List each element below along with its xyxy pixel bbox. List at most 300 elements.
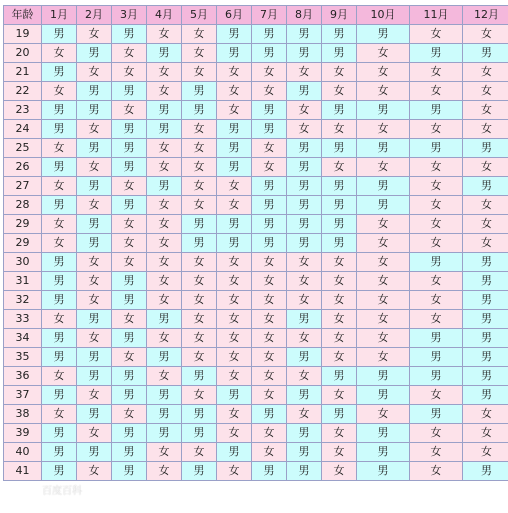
gender-cell: 女 [287,367,322,386]
gender-cell: 女 [147,272,182,291]
gender-cell: 女 [357,272,410,291]
gender-cell: 女 [357,44,410,63]
gender-cell: 男 [322,367,357,386]
gender-cell: 女 [287,329,322,348]
gender-cell: 男 [112,367,147,386]
gender-cell: 男 [463,44,508,63]
gender-cell: 女 [252,386,287,405]
gender-cell: 男 [42,196,77,215]
table-row [4,424,508,443]
gender-cell: 男 [77,443,112,462]
header-month: 7月 [252,6,287,25]
age-cell: 32 [4,291,42,310]
gender-cell: 男 [287,462,322,481]
gender-cell: 女 [410,120,463,139]
age-cell: 30 [4,253,42,272]
gender-cell: 女 [77,196,112,215]
gender-cell: 男 [357,177,410,196]
gender-cell: 男 [112,158,147,177]
gender-cell: 女 [287,291,322,310]
gender-cell: 男 [463,367,508,386]
gender-cell: 女 [217,310,252,329]
gender-cell: 男 [182,424,217,443]
gender-cell: 女 [147,329,182,348]
table-row [4,25,508,44]
gender-cell: 男 [357,196,410,215]
gender-cell: 男 [42,272,77,291]
gender-cell: 女 [182,443,217,462]
gender-cell: 男 [182,82,217,101]
gender-cell: 男 [322,177,357,196]
gender-cell: 男 [357,386,410,405]
gender-cell: 男 [410,367,463,386]
gender-cell: 女 [252,443,287,462]
gender-cell: 男 [410,348,463,367]
gender-cell: 男 [112,82,147,101]
gender-cell: 男 [287,348,322,367]
gender-cell: 男 [147,177,182,196]
gender-cell: 男 [410,329,463,348]
gender-cell: 女 [42,82,77,101]
table-row [4,462,508,481]
gender-cell: 男 [357,443,410,462]
gender-cell: 女 [410,386,463,405]
age-cell: 41 [4,462,42,481]
gender-cell: 女 [357,63,410,82]
gender-cell: 女 [147,443,182,462]
gender-cell: 女 [77,253,112,272]
gender-cell: 女 [77,424,112,443]
gender-cell: 男 [410,139,463,158]
gender-cell: 男 [77,367,112,386]
gender-cell: 女 [410,443,463,462]
age-cell: 26 [4,158,42,177]
table-row [4,63,508,82]
gender-cell: 男 [217,139,252,158]
gender-cell: 男 [112,386,147,405]
gender-cell: 女 [112,348,147,367]
gender-cell: 男 [182,405,217,424]
gender-cell: 男 [322,196,357,215]
gender-cell: 男 [287,158,322,177]
gender-cell: 女 [147,215,182,234]
gender-cell: 女 [322,329,357,348]
age-cell: 21 [4,63,42,82]
gender-cell: 男 [112,272,147,291]
gender-cell: 男 [357,424,410,443]
gender-cell: 女 [287,272,322,291]
gender-cell: 女 [463,101,508,120]
gender-cell: 女 [322,443,357,462]
gender-cell: 男 [357,462,410,481]
gender-cell: 男 [77,405,112,424]
table-row [4,272,508,291]
gender-cell: 女 [217,405,252,424]
gender-cell: 女 [77,462,112,481]
gender-cell: 男 [147,386,182,405]
header-month: 9月 [322,6,357,25]
table-row [4,215,508,234]
gender-cell: 男 [217,215,252,234]
header-month: 3月 [112,6,147,25]
table-row [4,348,508,367]
gender-cell: 女 [77,329,112,348]
gender-cell: 女 [357,348,410,367]
gender-cell: 男 [217,386,252,405]
gender-cell: 男 [77,348,112,367]
gender-cell: 女 [42,177,77,196]
gender-cell: 男 [287,424,322,443]
gender-cell: 男 [42,63,77,82]
gender-cell: 女 [463,424,508,443]
gender-cell: 女 [147,63,182,82]
gender-cell: 男 [77,234,112,253]
gender-cell: 女 [112,63,147,82]
gender-cell: 女 [322,82,357,101]
gender-cell: 男 [42,101,77,120]
gender-cell: 女 [410,462,463,481]
gender-cell: 男 [322,405,357,424]
age-cell: 33 [4,310,42,329]
gender-cell: 女 [463,63,508,82]
gender-cell: 女 [217,462,252,481]
table-row [4,139,508,158]
gender-cell: 女 [410,424,463,443]
gender-cell: 女 [42,44,77,63]
gender-cell: 男 [357,367,410,386]
gender-cell: 男 [410,101,463,120]
gender-cell: 女 [322,272,357,291]
gender-cell: 男 [112,424,147,443]
gender-cell: 女 [217,82,252,101]
age-cell: 36 [4,367,42,386]
gender-cell: 男 [147,348,182,367]
gender-cell: 女 [357,82,410,101]
gender-cell: 男 [77,139,112,158]
gender-cell: 男 [42,462,77,481]
gender-cell: 女 [77,120,112,139]
gender-cell: 女 [463,443,508,462]
gender-cell: 女 [410,234,463,253]
gender-cell: 女 [77,63,112,82]
gender-cell: 女 [217,291,252,310]
gender-cell: 女 [357,120,410,139]
gender-cell: 女 [42,405,77,424]
gender-cell: 女 [217,272,252,291]
table-row [4,196,508,215]
gender-cell: 女 [252,329,287,348]
gender-cell: 男 [252,405,287,424]
gender-cell: 男 [42,424,77,443]
gender-cell: 女 [217,348,252,367]
gender-cell: 女 [77,291,112,310]
gender-cell: 女 [217,329,252,348]
gender-cell: 男 [77,215,112,234]
gender-cell: 女 [322,348,357,367]
gender-cell: 男 [217,158,252,177]
gender-cell: 男 [287,25,322,44]
gender-cell: 男 [252,234,287,253]
age-cell: 29 [4,215,42,234]
gender-cell: 女 [147,196,182,215]
gender-cell: 男 [287,310,322,329]
table-row [4,367,508,386]
watermark-logo: 百度百科 [42,486,82,497]
gender-cell: 男 [357,101,410,120]
gender-cell: 男 [112,196,147,215]
gender-cell: 女 [217,253,252,272]
gender-cell: 男 [463,253,508,272]
gender-cell: 男 [410,44,463,63]
gender-cell: 男 [42,158,77,177]
gender-cell: 男 [252,177,287,196]
table-row [4,101,508,120]
gender-cell: 女 [77,25,112,44]
gender-cell: 男 [42,329,77,348]
gender-cell: 女 [217,196,252,215]
gender-cell: 女 [463,405,508,424]
gender-cell: 女 [252,348,287,367]
gender-cell: 女 [287,253,322,272]
gender-cell: 女 [322,386,357,405]
age-cell: 38 [4,405,42,424]
header-month: 8月 [287,6,322,25]
gender-cell: 女 [217,101,252,120]
gender-cell: 男 [147,44,182,63]
age-cell: 29 [4,234,42,253]
table-row [4,291,508,310]
gender-cell: 男 [42,348,77,367]
age-cell: 31 [4,272,42,291]
table-row [4,253,508,272]
gender-cell: 男 [252,120,287,139]
gender-cell: 女 [112,215,147,234]
gender-cell: 女 [112,101,147,120]
gender-cell: 女 [463,120,508,139]
gender-cell: 男 [463,348,508,367]
gender-cell: 男 [357,25,410,44]
gender-cell: 女 [463,196,508,215]
gender-cell: 女 [252,310,287,329]
gender-cell: 男 [463,386,508,405]
gender-cell: 女 [182,386,217,405]
gender-cell: 女 [217,177,252,196]
gender-cell: 女 [182,272,217,291]
gender-cell: 女 [112,44,147,63]
gender-cell: 男 [322,139,357,158]
gender-cell: 男 [357,139,410,158]
gender-cell: 女 [42,234,77,253]
gender-cell: 女 [357,215,410,234]
gender-cell: 男 [287,44,322,63]
gender-cell: 女 [463,215,508,234]
gender-cell: 男 [252,215,287,234]
gender-cell: 女 [147,139,182,158]
gender-cell: 男 [147,424,182,443]
gender-cell: 女 [182,120,217,139]
gender-cell: 女 [42,310,77,329]
gender-cell: 男 [322,215,357,234]
gender-cell: 女 [410,63,463,82]
gender-cell: 男 [322,25,357,44]
gender-cell: 男 [112,139,147,158]
gender-cell: 女 [112,405,147,424]
gender-cell: 男 [77,310,112,329]
gender-cell: 女 [357,310,410,329]
table-row [4,329,508,348]
gender-cell: 男 [77,101,112,120]
gender-cell: 女 [252,63,287,82]
gender-cell: 女 [410,272,463,291]
gender-cell: 女 [217,424,252,443]
gender-cell: 女 [252,272,287,291]
table-row [4,310,508,329]
gender-cell: 女 [410,291,463,310]
gender-cell: 女 [252,158,287,177]
gender-cell: 女 [287,120,322,139]
gender-cell: 女 [357,253,410,272]
gender-cell: 女 [182,158,217,177]
age-cell: 28 [4,196,42,215]
gender-cell: 女 [42,215,77,234]
gender-cell: 女 [410,82,463,101]
gender-cell: 男 [463,462,508,481]
gender-cell: 男 [322,234,357,253]
table-row [4,44,508,63]
header-month: 12月 [463,6,508,25]
gender-cell: 男 [287,386,322,405]
table-row [4,443,508,462]
table-row [4,405,508,424]
gender-cell: 男 [252,25,287,44]
gender-cell: 男 [287,177,322,196]
gender-cell: 男 [287,139,322,158]
gender-cell: 男 [322,44,357,63]
gender-cell: 男 [463,291,508,310]
gender-cell: 女 [357,405,410,424]
gender-cell: 男 [42,120,77,139]
gender-cell: 男 [252,196,287,215]
gender-cell: 女 [252,291,287,310]
gender-cell: 女 [182,348,217,367]
gender-cell: 男 [463,139,508,158]
age-cell: 39 [4,424,42,443]
gender-cell: 男 [182,462,217,481]
gender-cell: 女 [182,44,217,63]
gender-cell: 女 [287,63,322,82]
gender-cell: 男 [463,329,508,348]
gender-cell: 男 [217,443,252,462]
gender-cell: 女 [410,310,463,329]
gender-cell: 女 [252,253,287,272]
gender-cell: 女 [322,424,357,443]
gender-cell: 女 [322,291,357,310]
gender-cell: 女 [77,158,112,177]
table-row [4,234,508,253]
header-row [4,6,508,25]
gender-cell: 女 [77,386,112,405]
header-age: 年龄 [4,6,42,25]
gender-cell: 男 [252,101,287,120]
gender-cell: 女 [357,329,410,348]
gender-cell: 女 [463,158,508,177]
gender-prediction-table [3,5,508,481]
gender-cell: 男 [410,405,463,424]
gender-cell: 女 [182,177,217,196]
gender-cell: 女 [42,139,77,158]
table-row [4,158,508,177]
gender-cell: 女 [217,367,252,386]
gender-cell: 男 [42,291,77,310]
gender-cell: 女 [112,234,147,253]
table-row [4,82,508,101]
gender-cell: 女 [410,215,463,234]
age-cell: 40 [4,443,42,462]
gender-cell: 男 [287,443,322,462]
gender-cell: 女 [463,82,508,101]
table-row [4,177,508,196]
gender-cell: 男 [463,272,508,291]
age-cell: 25 [4,139,42,158]
gender-cell: 女 [322,462,357,481]
gender-cell: 女 [357,291,410,310]
gender-cell: 男 [112,443,147,462]
header-month: 6月 [217,6,252,25]
gender-cell: 女 [147,367,182,386]
gender-cell: 男 [217,44,252,63]
header-month: 5月 [182,6,217,25]
gender-cell: 女 [147,82,182,101]
gender-cell: 男 [147,101,182,120]
gender-cell: 女 [182,253,217,272]
gender-cell: 男 [182,234,217,253]
gender-cell: 女 [252,139,287,158]
gender-cell: 男 [322,101,357,120]
age-cell: 19 [4,25,42,44]
header-month: 10月 [357,6,410,25]
gender-cell: 女 [322,310,357,329]
header-month: 1月 [42,6,77,25]
gender-cell: 男 [42,443,77,462]
gender-cell: 女 [287,405,322,424]
age-cell: 35 [4,348,42,367]
age-cell: 37 [4,386,42,405]
table-row [4,386,508,405]
gender-cell: 男 [112,120,147,139]
gender-cell: 女 [112,177,147,196]
age-cell: 24 [4,120,42,139]
gender-cell: 女 [357,234,410,253]
gender-cell: 女 [147,158,182,177]
gender-cell: 男 [42,253,77,272]
gender-cell: 男 [182,367,217,386]
gender-cell: 女 [182,25,217,44]
age-cell: 23 [4,101,42,120]
gender-cell: 女 [463,234,508,253]
header-month: 2月 [77,6,112,25]
gender-cell: 男 [217,120,252,139]
gender-cell: 男 [77,44,112,63]
gender-cell: 女 [217,63,252,82]
gender-cell: 女 [182,329,217,348]
age-cell: 34 [4,329,42,348]
age-cell: 22 [4,82,42,101]
gender-cell: 女 [42,367,77,386]
gender-cell: 女 [252,424,287,443]
gender-cell: 男 [112,291,147,310]
gender-cell: 女 [410,158,463,177]
gender-cell: 男 [252,44,287,63]
